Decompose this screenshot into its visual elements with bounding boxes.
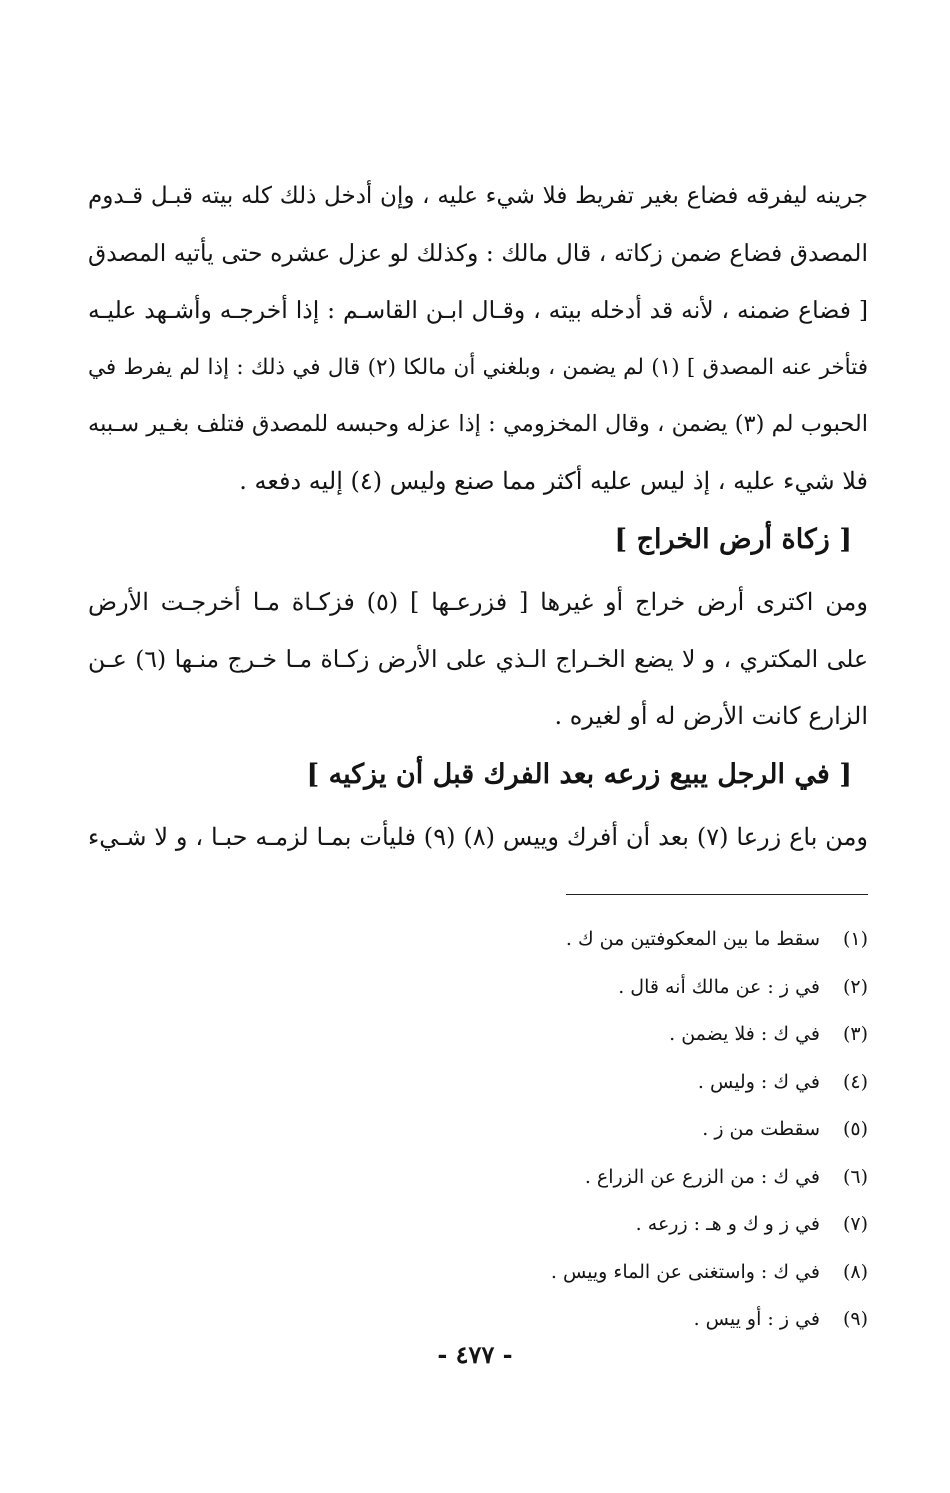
text-line: ومن باع زرعا (٧) بعد أن أفرك وييس (٨) (٩) فليأت بمـا لزمـه حبـا ، و لا شـيء (88, 823, 868, 851)
text-line: ومن اكترى أرض خراج أو غيرها [ فزرعـها ] (٥) فزكـاة مـا أخرجـت الأرض (88, 588, 868, 616)
footnote (88, 964, 868, 1012)
main-text (88, 168, 868, 866)
footnote-number: (٥) (842, 1118, 868, 1140)
text-line: جرينه ليفرقه فضاع بغير تفريط فلا شيء عليه ، وإن أدخل ذلك كله بيته قبـل قـدوم (88, 183, 868, 209)
footnote (88, 1296, 868, 1344)
page-number: - ٤٧٧ - (437, 1340, 513, 1369)
text-line: فلا شيء عليه ، إذ ليس عليه أكثر مما صنع وليس (٤) إليه دفعه . (239, 467, 868, 495)
footnote-number: (٦) (842, 1165, 868, 1188)
footnote-text: في ز و ك و هـ : زرعه . (635, 1213, 820, 1235)
footnote-text: في ك : وليس . (697, 1070, 820, 1093)
footnote-number: (٣) (842, 1023, 868, 1045)
footnote-number: (٧) (842, 1213, 868, 1235)
footnote (88, 1201, 868, 1249)
text-line: الزارع كانت الأرض له أو لغيره . (554, 702, 868, 730)
footnote-text: في ز : عن مالك أنه قال . (618, 975, 820, 998)
footnote (88, 1059, 868, 1107)
footnote-separator (566, 894, 868, 895)
footnote-number: (٨) (842, 1260, 868, 1283)
text-line: الحبوب لم (٣) يضمن ، وقال المخزومي : إذا عزله وحبسه للمصدق فتلف بغـير سـببه (88, 411, 868, 437)
footnote-text: سقط ما بين المعكوفتين من ك . (565, 928, 820, 950)
footnote (88, 1249, 868, 1297)
section-heading: [ في الرجل يبيع زرعه بعد الفرك قبل أن يزكيه ] (306, 759, 852, 790)
text-line: المصدق فضاع ضمن زكاته ، قال مالك : وكذلك لو عزل عشره حتى يأتيه المصدق (88, 239, 868, 267)
footnote-text: في ك : واستغنى عن الماء وييس . (550, 1260, 820, 1283)
footnote-number: (٤) (842, 1070, 868, 1093)
text-line: على المكتري ، و لا يضع الخـراج الـذي على الأرض زكـاة مـا خـرج منـها (٦) عـن (88, 645, 868, 673)
footnotes-list (88, 916, 868, 1344)
text-line: [ فضاع ضمنه ، لأنه قد أدخله بيته ، وقـال ابـن القاسـم : إذا أخرجـه وأشـهد عليـه (88, 296, 868, 324)
text-line: فتأخر عنه المصدق ] (١) لم يضمن ، وبلغني أن مالكا (٢) قال في ذلك : إذا لم يفرط في (88, 355, 868, 380)
footnote (88, 916, 868, 964)
footnote-text: في ز : أو ييس . (693, 1308, 820, 1330)
section-heading: [ زكاة أرض الخراج ] (614, 524, 852, 555)
footnote-number: (٢) (842, 975, 868, 998)
footnote (88, 1011, 868, 1059)
footnote-text: في ك : فلا يضمن . (669, 1023, 820, 1045)
footnote (88, 1106, 868, 1154)
footnote (88, 1154, 868, 1202)
footnote-text: سقطت من ز . (702, 1118, 820, 1140)
footnote-number: (١) (842, 928, 868, 950)
footnote-number: (٩) (842, 1308, 868, 1330)
footnote-text: في ك : من الزرع عن الزراع . (584, 1165, 820, 1188)
